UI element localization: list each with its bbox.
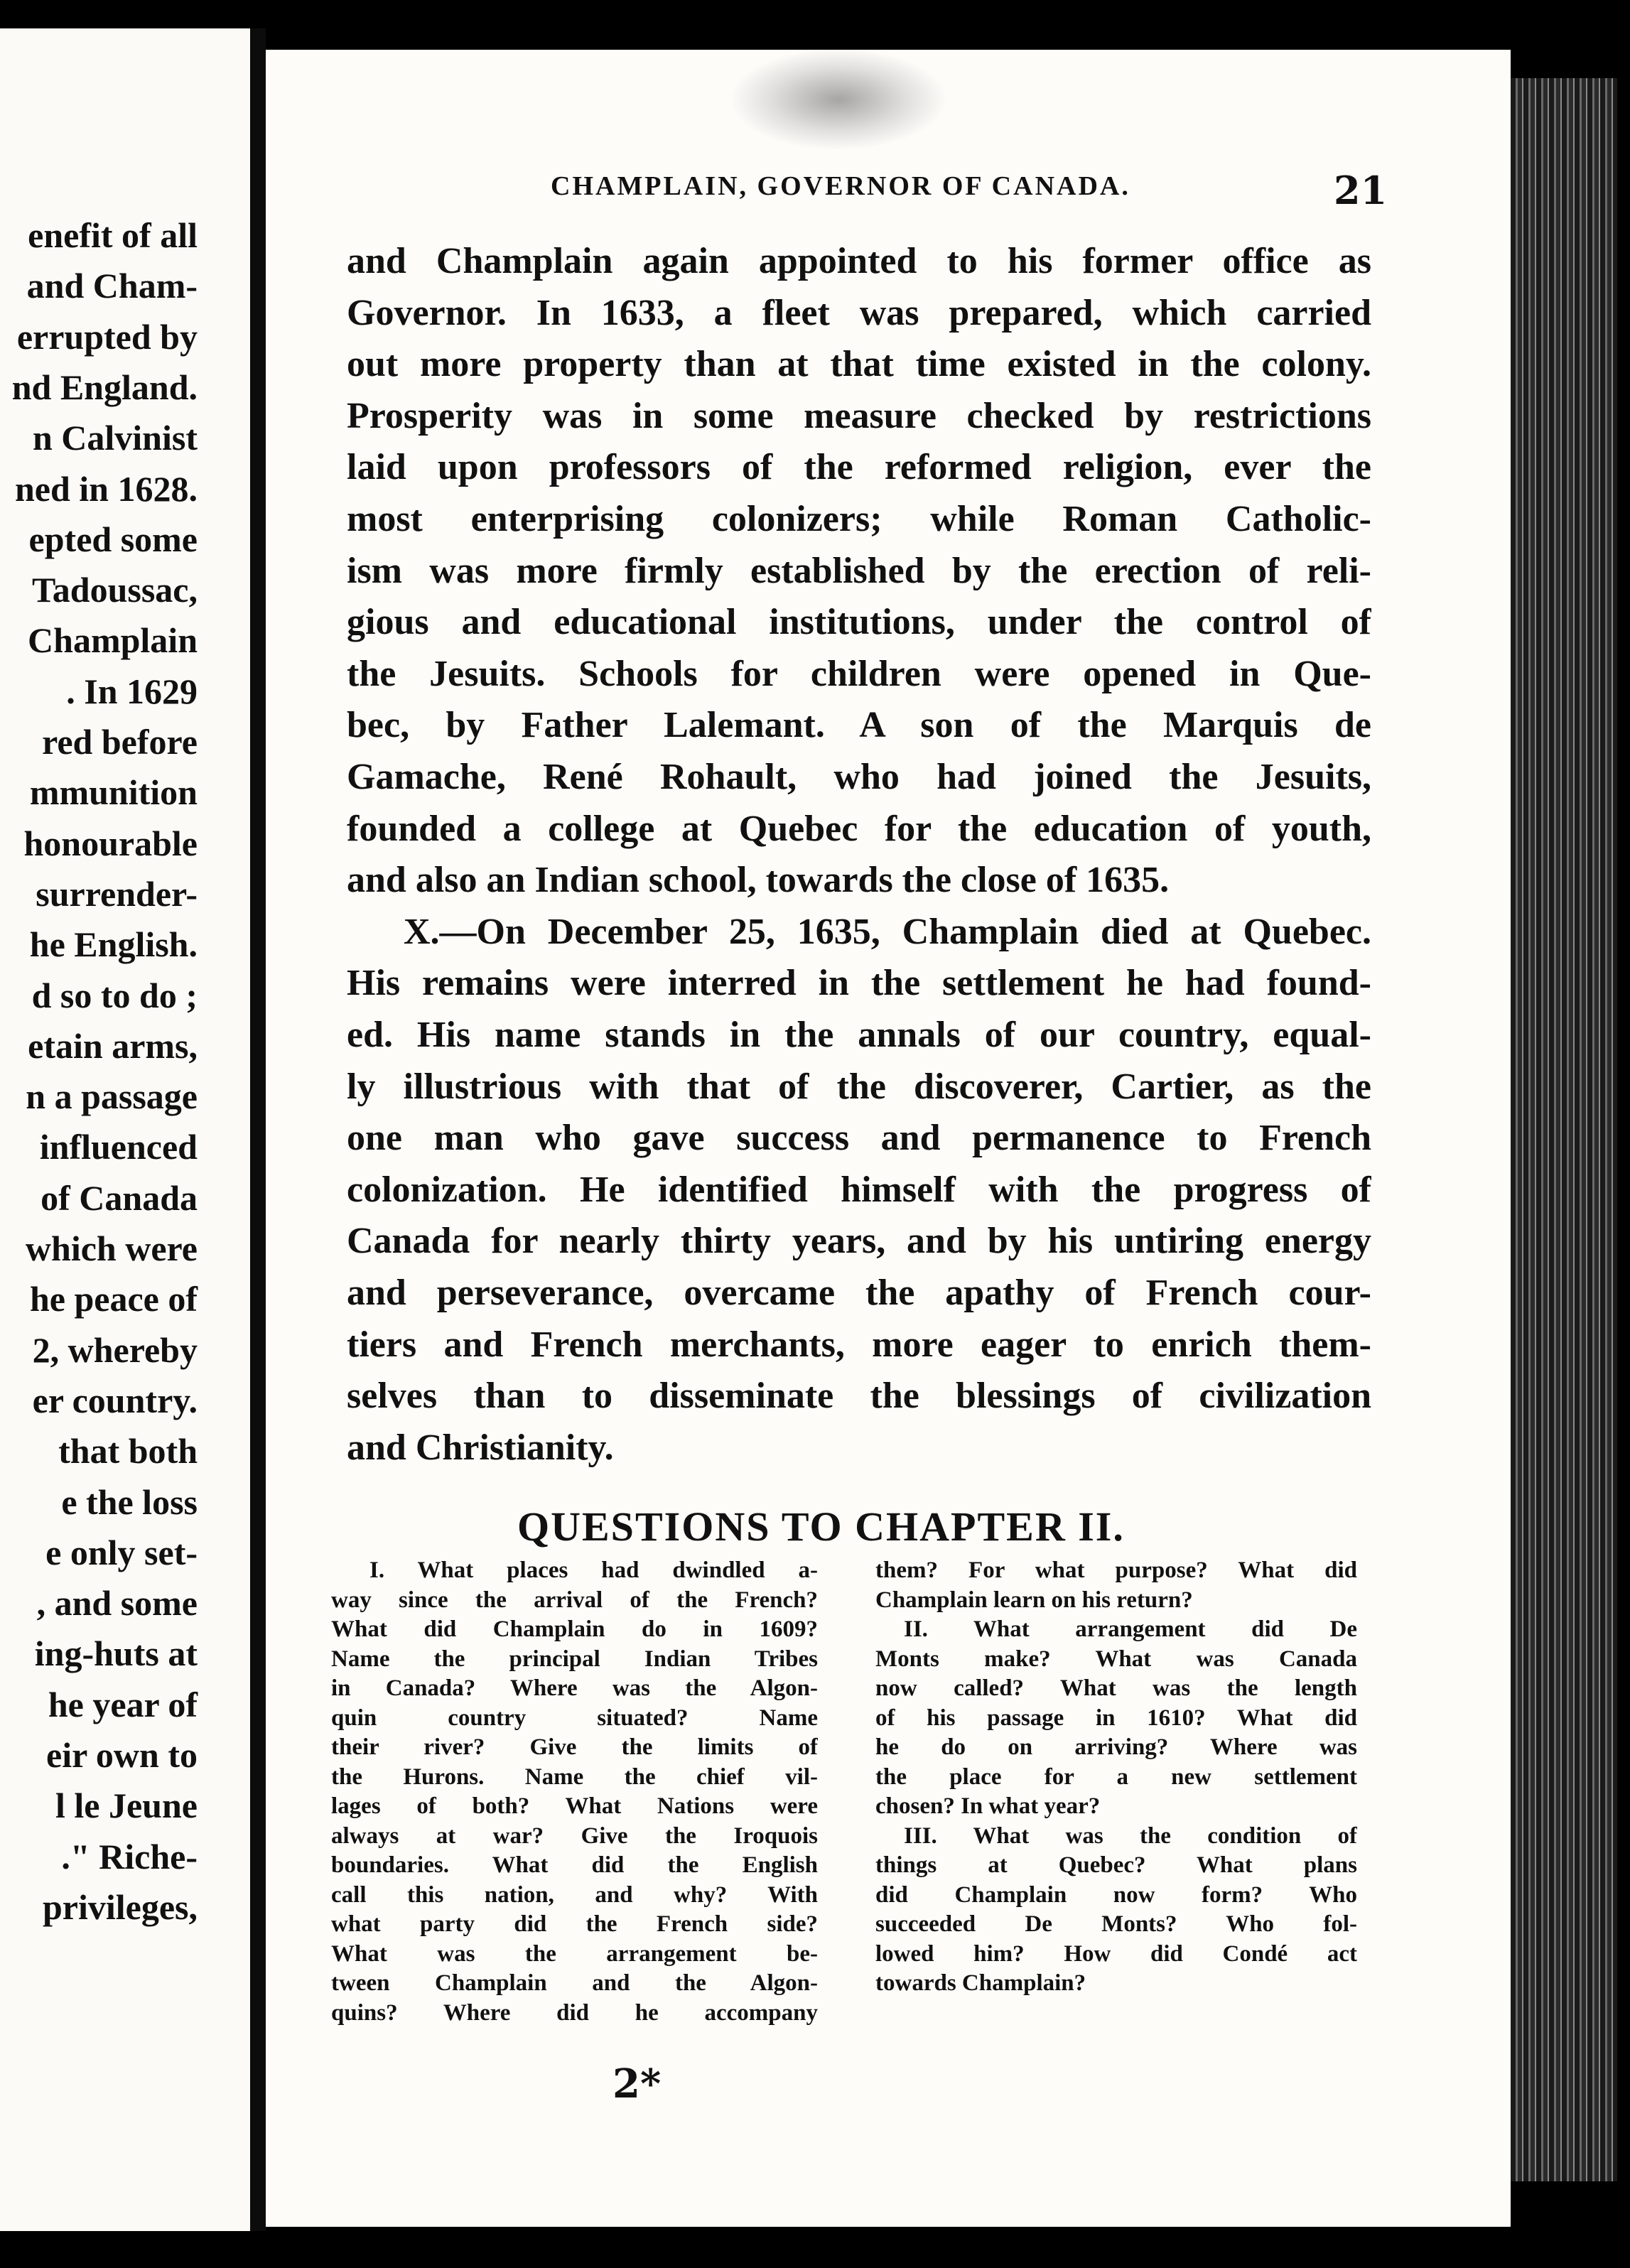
facing-page-line: he peace of — [29, 1279, 198, 1319]
facing-page-line: . In 1629 — [66, 671, 198, 711]
body-line: Governor. In 1633, a fleet was prepared, which carried — [347, 292, 1371, 333]
body-line: most enterprising colonizers; while Roman Catholic- — [347, 499, 1371, 539]
facing-page-line: l le Jeune — [55, 1786, 198, 1826]
body-line: colonization. He identified himself with the progress of — [347, 1169, 1371, 1210]
facing-page-line: which were — [25, 1228, 198, 1268]
question-line: he do on arriving? Where was — [875, 1734, 1357, 1760]
question-line: III. What was the condition of — [904, 1822, 1357, 1849]
question-line: now called? What was the length — [875, 1675, 1357, 1701]
facing-page-line: 2, whereby — [32, 1329, 198, 1370]
body-line: Gamache, René Rohault, who had joined the Jesuits, — [347, 757, 1371, 797]
question-line: towards Champlain? — [875, 1970, 1086, 1996]
body-line: the Jesuits. Schools for children were opened in Que- — [347, 653, 1371, 694]
question-line: always at war? Give the Iroquois — [331, 1822, 818, 1849]
facing-page-line: of Canada — [41, 1177, 198, 1218]
facing-page-line: enefit of all — [28, 215, 198, 255]
ink-smudge — [732, 50, 945, 149]
facing-page-line: mmunition — [29, 772, 198, 813]
question-line: tween Champlain and the Algon- — [331, 1970, 818, 1996]
question-line: boundaries. What did the English — [331, 1852, 818, 1878]
body-line: gious and educational institutions, under the control of — [347, 602, 1371, 643]
body-line: bec, by Father Lalemant. A son of the Marquis de — [347, 705, 1371, 746]
question-line: quin country situated? Name — [331, 1705, 818, 1731]
facing-page-line: n a passage — [26, 1076, 198, 1117]
facing-page-line: he year of — [48, 1684, 198, 1724]
body-line: one man who gave success and permanence to French — [347, 1118, 1371, 1159]
facing-page-line: , and some — [36, 1583, 198, 1624]
question-line: lowed him? How did Condé act — [875, 1940, 1357, 1967]
facing-page-line: ing-huts at — [34, 1634, 198, 1674]
signature-mark: 2* — [612, 2061, 662, 2107]
question-line: I. What places had dwindled a- — [369, 1557, 818, 1583]
facing-page-line: e only set- — [45, 1532, 198, 1572]
facing-page-line: eir own to — [46, 1735, 198, 1775]
facing-page-line: influenced — [39, 1127, 198, 1167]
facing-page-line: Champlain — [28, 620, 198, 661]
body-line: laid upon professors of the reformed religion, ever the — [347, 447, 1371, 488]
question-line: things at Quebec? What plans — [875, 1852, 1357, 1878]
body-line: tiers and French merchants, more eager to enrich them- — [347, 1324, 1371, 1365]
body-line: and Christianity. — [347, 1427, 614, 1468]
questions-heading: QUESTIONS TO CHAPTER II. — [517, 1503, 1125, 1550]
question-line: lages of both? What Nations were — [331, 1793, 818, 1819]
facing-page-line: nd England. — [11, 367, 198, 407]
body-line: His remains were interred in the settlement he had found- — [347, 963, 1371, 1004]
question-line: in Canada? Where was the Algon- — [331, 1675, 818, 1701]
facing-page-line: e the loss — [61, 1481, 198, 1522]
page-number: 21 — [1334, 168, 1388, 213]
body-line: and perseverance, overcame the apathy of French cour- — [347, 1273, 1371, 1313]
facing-page-line: ." Riche- — [61, 1836, 198, 1876]
facing-page-line: Tadoussac, — [32, 570, 198, 610]
question-line: their river? Give the limits of — [331, 1734, 818, 1760]
body-line: and Champlain again appointed to his former office as — [347, 241, 1371, 281]
facing-page-line: and Cham- — [26, 266, 198, 306]
question-line: quins? Where did he accompany — [331, 1999, 818, 2026]
question-line: what party did the French side? — [331, 1911, 818, 1937]
question-line: Champlain learn on his return? — [875, 1587, 1193, 1613]
question-line: the Hurons. Name the chief vil- — [331, 1764, 818, 1790]
facing-page-line: epted some — [28, 519, 198, 559]
body-line: and also an Indian school, towards the close of 1635. — [347, 860, 1170, 901]
body-line: selves than to disseminate the blessings of civilization — [347, 1376, 1371, 1417]
facing-page-line: n Calvinist — [32, 418, 198, 458]
question-line: way since the arrival of the French? — [331, 1587, 818, 1613]
body-line: ism was more firmly established by the erection of reli- — [347, 550, 1371, 591]
facing-page-line: that both — [58, 1431, 198, 1472]
question-line: chosen? In what year? — [875, 1793, 1101, 1819]
facing-page-line: honourable — [23, 823, 198, 863]
facing-page-line: red before — [42, 722, 198, 762]
question-line: the place for a new settlement — [875, 1764, 1357, 1790]
facing-page-line: he English. — [29, 924, 198, 965]
body-line: founded a college at Quebec for the education of youth, — [347, 808, 1371, 849]
facing-page-line: d so to do ; — [31, 975, 198, 1015]
question-line: them? For what purpose? What did — [875, 1557, 1357, 1583]
question-line: What was the arrangement be- — [331, 1940, 818, 1967]
question-line: succeeded De Monts? Who fol- — [875, 1911, 1357, 1937]
body-line: Canada for nearly thirty years, and by his untiring energy — [347, 1221, 1371, 1262]
body-line: Prosperity was in some measure checked by restrictions — [347, 395, 1371, 436]
facing-page-line: er country. — [32, 1380, 198, 1420]
question-line: II. What arrangement did De — [904, 1616, 1357, 1642]
body-line: ed. His name stands in the annals of our country, equal- — [347, 1015, 1371, 1055]
facing-page-line: surrender- — [36, 873, 198, 914]
page-edges — [1511, 78, 1617, 2181]
question-line: What did Champlain do in 1609? — [331, 1616, 818, 1642]
body-line: out more property than at that time existed in the colony. — [347, 344, 1371, 385]
facing-page-line: ned in 1628. — [14, 468, 198, 509]
facing-page-line: privileges, — [42, 1886, 198, 1927]
body-line: X.—On December 25, 1635, Champlain died at Quebec. — [404, 911, 1371, 952]
facing-page-line: etain arms, — [28, 1025, 198, 1066]
question-line: did Champlain now form? Who — [875, 1881, 1357, 1908]
body-line: ly illustrious with that of the discoverer, Cartier, as the — [347, 1066, 1371, 1107]
question-line: of his passage in 1610? What did — [875, 1705, 1357, 1731]
question-line: call this nation, and why? With — [331, 1881, 818, 1908]
facing-page-line: errupted by — [16, 316, 198, 357]
running-head: CHAMPLAIN, GOVERNOR OF CANADA. — [551, 171, 1130, 201]
question-line: Name the principal Indian Tribes — [331, 1646, 818, 1672]
question-line: Monts make? What was Canada — [875, 1646, 1357, 1672]
page-gutter — [250, 28, 266, 2231]
